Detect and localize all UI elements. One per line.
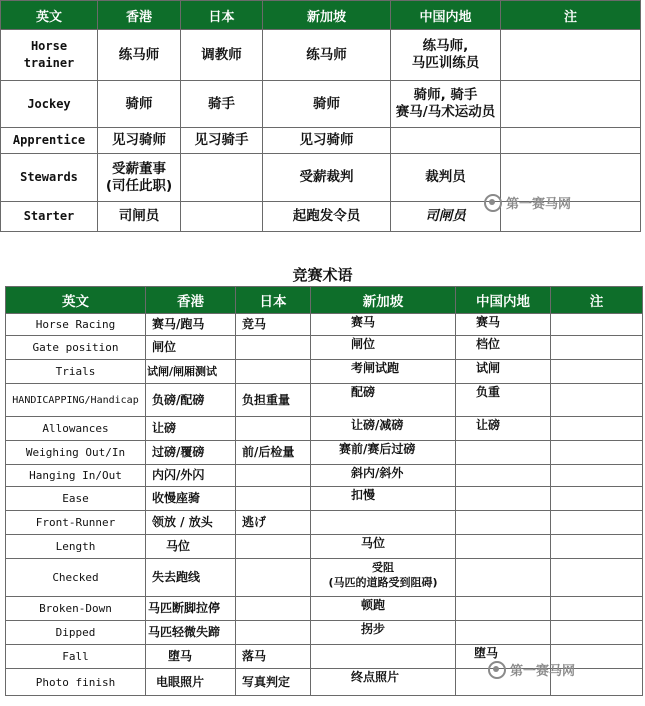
term-japan: 骑手 <box>181 81 263 128</box>
term-english: Broken-Down <box>6 597 146 621</box>
term-note <box>551 597 643 621</box>
term-english: Stewards <box>1 154 98 202</box>
term-note <box>551 384 643 417</box>
table-row <box>6 535 643 559</box>
term-hongkong: 司闸员 <box>98 202 181 232</box>
term-mainland: 堕马 <box>456 645 551 669</box>
term-japan <box>236 487 311 511</box>
term-singapore: 练马师 <box>263 30 391 81</box>
term-note <box>551 621 643 645</box>
term-singapore: 拐步 <box>311 621 456 645</box>
term-english: Photo finish <box>6 669 146 696</box>
term-note <box>551 417 643 441</box>
column-header: 新加坡 <box>311 287 456 314</box>
table-header-row <box>6 287 643 314</box>
term-singapore: 受阻 (马匹的道路受到阻碍) <box>311 559 456 597</box>
race-terms-table <box>5 286 643 696</box>
column-header: 香港 <box>98 1 181 30</box>
table-row <box>6 621 643 645</box>
term-singapore: 马位 <box>311 535 456 559</box>
term-mainland <box>456 441 551 465</box>
term-mainland: 赛马 <box>456 314 551 336</box>
term-hongkong: 电眼照片 <box>146 669 236 696</box>
column-header: 注 <box>551 287 643 314</box>
watermark-text: 第一赛马网 <box>510 664 576 679</box>
term-note <box>551 441 643 465</box>
term-singapore: 让磅/减磅 <box>311 417 456 441</box>
term-singapore: 考闸试跑 <box>311 360 456 384</box>
term-note <box>501 30 641 81</box>
term-hongkong: 领放 / 放头 <box>146 511 236 535</box>
term-mainland <box>456 535 551 559</box>
term-mainland: 练马师, 马匹训练员 <box>391 30 501 81</box>
term-japan <box>236 336 311 360</box>
column-header: 香港 <box>146 287 236 314</box>
term-english: Allowances <box>6 417 146 441</box>
watermark-logo-icon <box>488 661 506 679</box>
term-mainland <box>456 465 551 487</box>
term-hongkong: 失去跑线 <box>146 559 236 597</box>
term-japan <box>236 417 311 441</box>
table-row <box>6 597 643 621</box>
table-row <box>6 487 643 511</box>
term-note <box>551 487 643 511</box>
term-english: Front-Runner <box>6 511 146 535</box>
term-hongkong: 赛马/跑马 <box>146 314 236 336</box>
term-mainland: 试闸 <box>456 360 551 384</box>
table-row <box>1 81 641 128</box>
term-mainland <box>456 621 551 645</box>
term-singapore <box>311 511 456 535</box>
term-singapore: 扣慢 <box>311 487 456 511</box>
term-mainland: 负重 <box>456 384 551 417</box>
term-hongkong: 闸位 <box>146 336 236 360</box>
term-hongkong: 让磅 <box>146 417 236 441</box>
table-row <box>6 417 643 441</box>
term-japan: 见习骑手 <box>181 128 263 154</box>
term-hongkong: 试闸/闸厢测试 <box>146 360 236 384</box>
term-hongkong: 马匹轻微失蹄 <box>146 621 236 645</box>
term-japan <box>236 535 311 559</box>
term-hongkong: 堕马 <box>146 645 236 669</box>
column-header: 中国内地 <box>456 287 551 314</box>
term-english: Jockey <box>1 81 98 128</box>
table-row <box>1 30 641 81</box>
term-japan <box>236 465 311 487</box>
term-singapore <box>311 645 456 669</box>
term-english: Weighing Out/In <box>6 441 146 465</box>
column-header: 英文 <box>6 287 146 314</box>
term-japan: 调教师 <box>181 30 263 81</box>
term-english: Length <box>6 535 146 559</box>
term-note <box>551 511 643 535</box>
column-header: 新加坡 <box>263 1 391 30</box>
term-mainland <box>456 559 551 597</box>
term-hongkong: 马匹断脚拉停 <box>146 597 236 621</box>
watermark-logo-icon <box>484 194 502 212</box>
term-note <box>551 336 643 360</box>
term-note <box>501 128 641 154</box>
term-english: Ease <box>6 487 146 511</box>
term-japan: 写真判定 <box>236 669 311 696</box>
table-row <box>6 384 643 417</box>
table-row <box>6 465 643 487</box>
watermark <box>484 193 571 212</box>
table-row <box>6 336 643 360</box>
term-hongkong: 见习骑师 <box>98 128 181 154</box>
table-header-row <box>1 1 641 30</box>
column-header: 注 <box>501 1 641 30</box>
term-note <box>551 535 643 559</box>
column-header: 中国内地 <box>391 1 501 30</box>
term-japan: 前/后检量 <box>236 441 311 465</box>
section-title: 竞赛术语 <box>292 266 353 284</box>
term-english: Hanging In/Out <box>6 465 146 487</box>
term-singapore: 赛前/赛后过磅 <box>311 441 456 465</box>
term-singapore: 顿跑 <box>311 597 456 621</box>
term-singapore: 见习骑师 <box>263 128 391 154</box>
term-mainland <box>456 487 551 511</box>
term-mainland: 骑师, 骑手 赛马/马术运动员 <box>391 81 501 128</box>
term-hongkong: 受薪董事 (司任此职) <box>98 154 181 202</box>
term-hongkong: 练马师 <box>98 30 181 81</box>
term-mainland <box>391 128 501 154</box>
watermark-text: 第一赛马网 <box>506 197 572 212</box>
table-row <box>1 128 641 154</box>
term-english: Horse Racing <box>6 314 146 336</box>
term-hongkong: 马位 <box>146 535 236 559</box>
term-mainland: 司闸员 <box>391 202 501 232</box>
table-row <box>6 314 643 336</box>
term-singapore: 骑师 <box>263 81 391 128</box>
column-header: 日本 <box>181 1 263 30</box>
term-english: Trials <box>6 360 146 384</box>
term-japan <box>236 360 311 384</box>
term-mainland <box>456 511 551 535</box>
term-note <box>501 81 641 128</box>
term-singapore: 起跑发令员 <box>263 202 391 232</box>
term-mainland <box>456 597 551 621</box>
term-mainland: 让磅 <box>456 417 551 441</box>
term-singapore: 终点照片 <box>311 669 456 696</box>
term-japan: 负担重量 <box>236 384 311 417</box>
term-singapore: 配磅 <box>311 384 456 417</box>
term-note <box>551 314 643 336</box>
term-hongkong: 内闪/外闪 <box>146 465 236 487</box>
term-mainland: 裁判员 <box>391 154 501 202</box>
term-japan <box>236 597 311 621</box>
term-mainland: 档位 <box>456 336 551 360</box>
term-hongkong: 负磅/配磅 <box>146 384 236 417</box>
term-note <box>551 360 643 384</box>
table-row <box>6 511 643 535</box>
term-singapore: 闸位 <box>311 336 456 360</box>
table-row <box>6 441 643 465</box>
table-row <box>6 559 643 597</box>
term-english: Gate position <box>6 336 146 360</box>
watermark <box>488 660 575 679</box>
term-japan <box>236 621 311 645</box>
term-japan: 落马 <box>236 645 311 669</box>
term-japan <box>181 154 263 202</box>
table-row <box>6 360 643 384</box>
term-singapore: 受薪裁判 <box>263 154 391 202</box>
term-singapore: 赛马 <box>311 314 456 336</box>
term-english: Checked <box>6 559 146 597</box>
term-note <box>551 465 643 487</box>
term-hongkong: 骑师 <box>98 81 181 128</box>
term-singapore: 斜内/斜外 <box>311 465 456 487</box>
term-japan <box>181 202 263 232</box>
term-english: HANDICAPPING/Handicap <box>6 384 146 417</box>
term-japan: 竞马 <box>236 314 311 336</box>
term-english: Dipped <box>6 621 146 645</box>
term-hongkong: 收慢座骑 <box>146 487 236 511</box>
term-english: Fall <box>6 645 146 669</box>
column-header: 日本 <box>236 287 311 314</box>
term-english: Horse trainer <box>1 30 98 81</box>
term-japan <box>236 559 311 597</box>
column-header: 英文 <box>1 1 98 30</box>
term-english: Apprentice <box>1 128 98 154</box>
term-hongkong: 过磅/覆磅 <box>146 441 236 465</box>
term-note <box>551 559 643 597</box>
term-english: Starter <box>1 202 98 232</box>
term-japan: 逃げ <box>236 511 311 535</box>
